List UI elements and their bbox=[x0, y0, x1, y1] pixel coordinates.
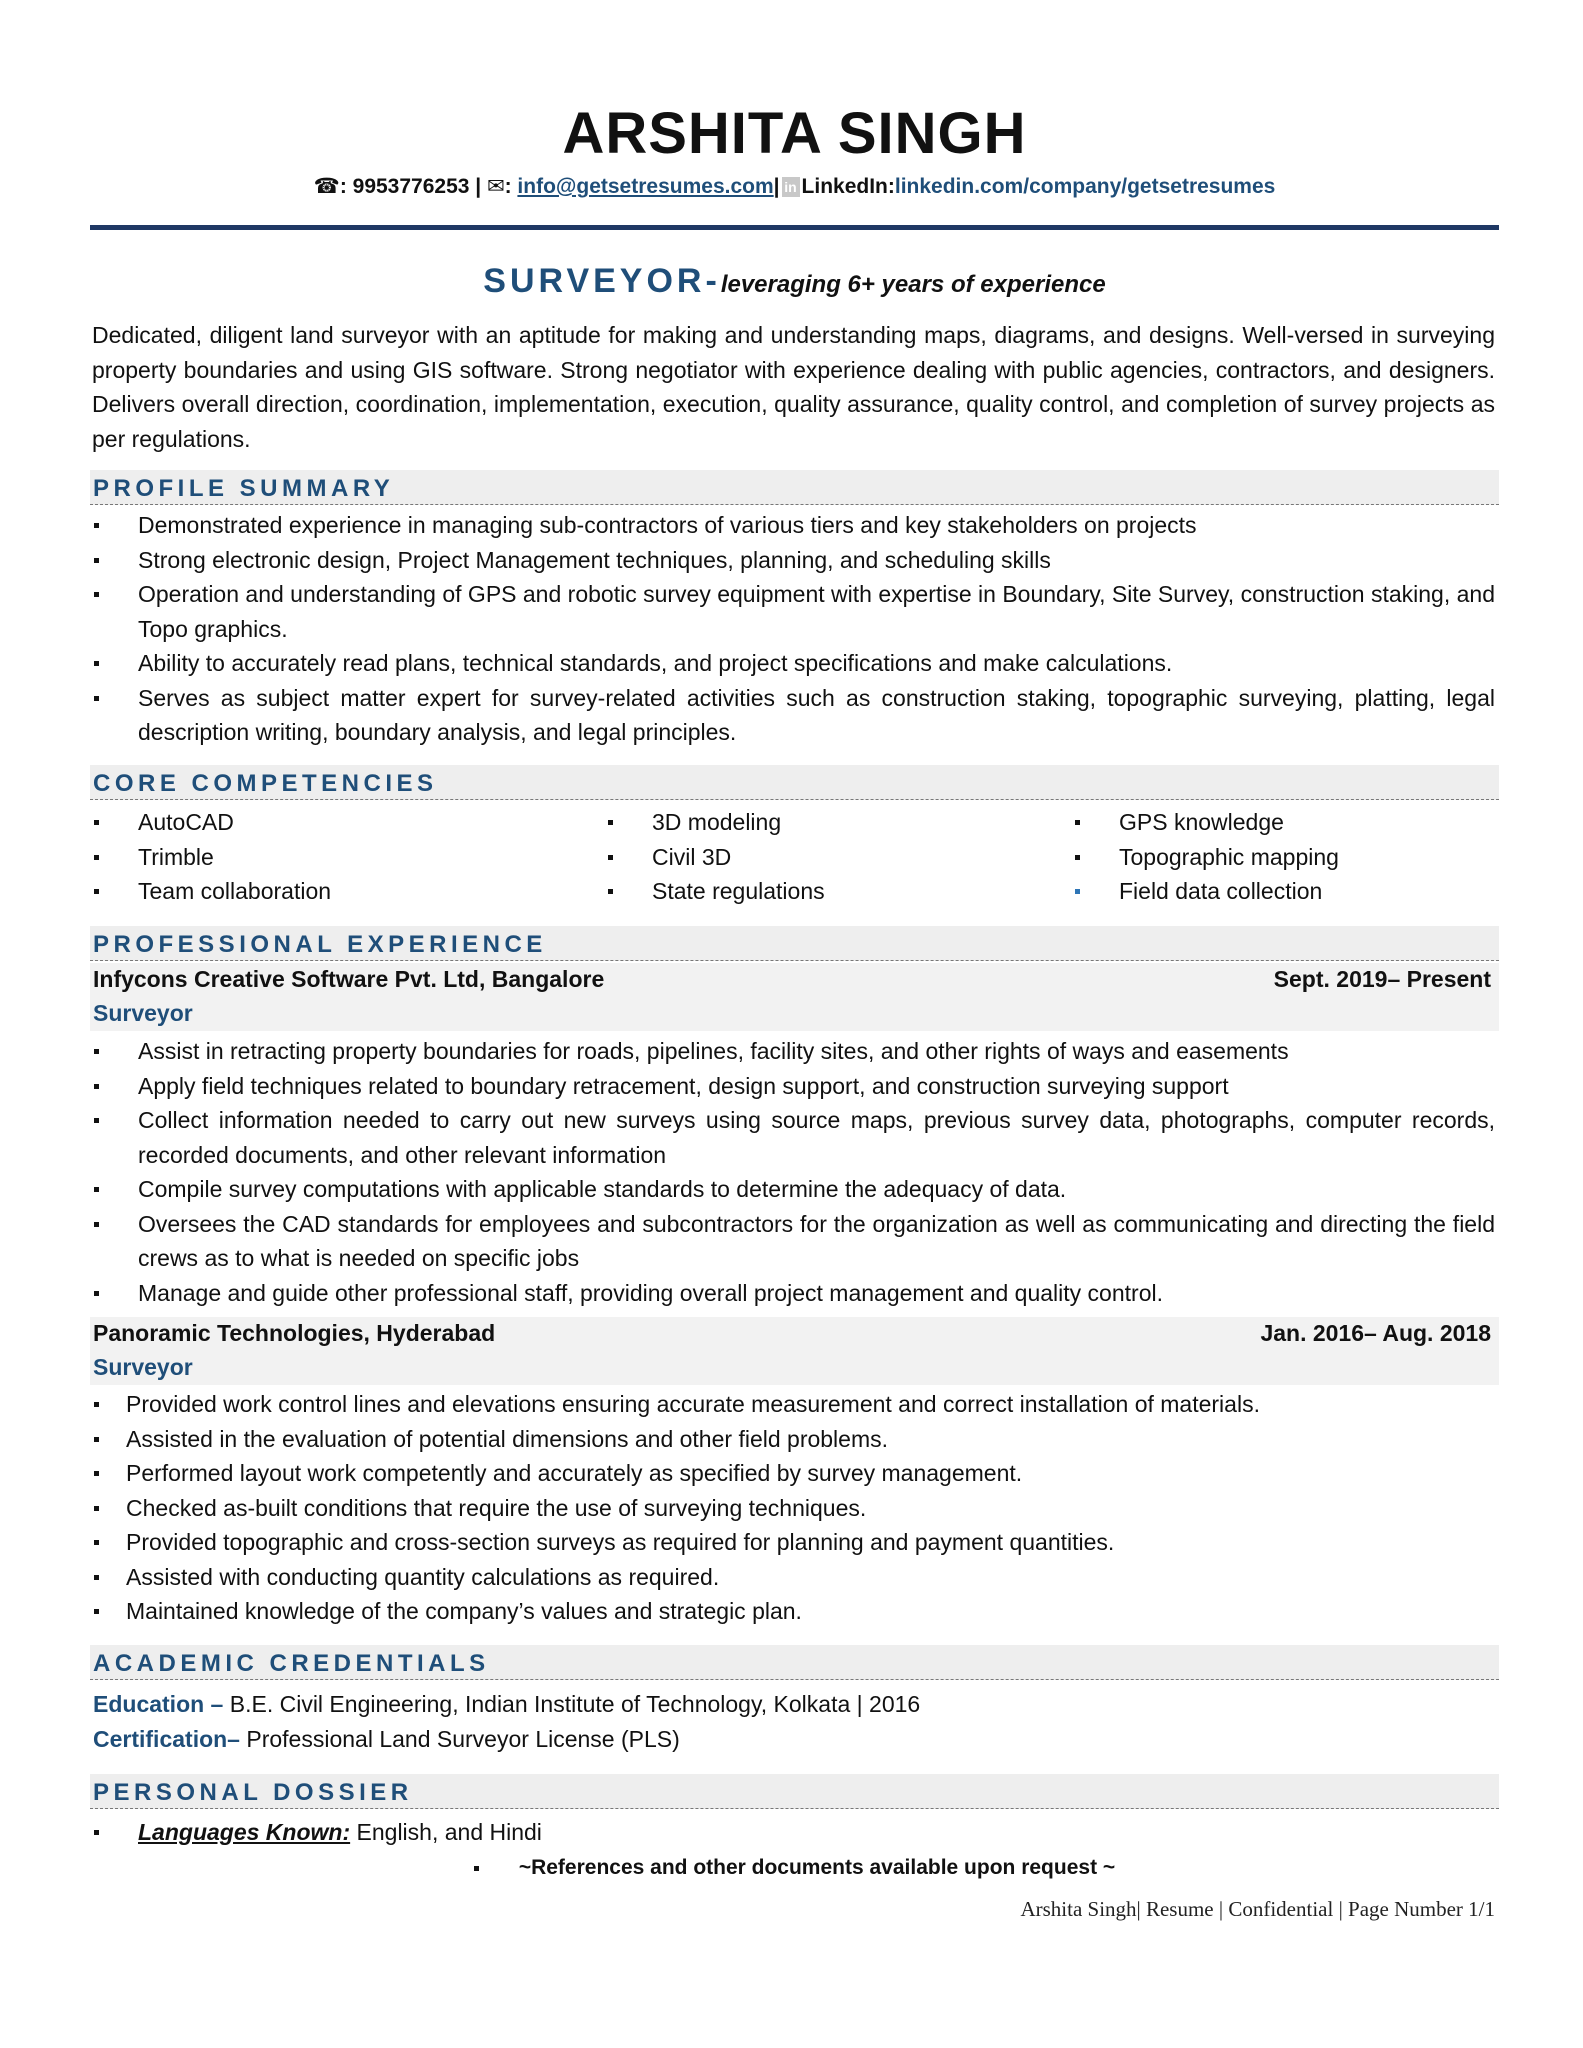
job-bullets bbox=[90, 1034, 1495, 1310]
competency-item: Field data collection bbox=[1071, 874, 1339, 909]
competencies-column bbox=[604, 805, 825, 909]
competency-item: State regulations bbox=[604, 874, 825, 909]
competency-item: GPS knowledge bbox=[1071, 805, 1339, 840]
education-line bbox=[93, 1691, 920, 1718]
page-footer: Arshita Singh| Resume | Confidential | Page Number 1/1 bbox=[1020, 1897, 1495, 1921]
job-company: Panoramic Technologies, Hyderabad bbox=[93, 1320, 496, 1346]
competency-item: AutoCAD bbox=[90, 805, 331, 840]
list-item: Demonstrated experience in managing sub-contractors of various tiers and key stakeholders on projects bbox=[90, 508, 1495, 543]
email-prefix: : bbox=[504, 175, 518, 198]
job-dates: Jan. 2016– Aug. 2018 bbox=[1260, 1320, 1491, 1346]
certification-label: Certification– bbox=[93, 1726, 247, 1752]
intro-paragraph: Dedicated, diligent land surveyor with an aptitude for making and understanding maps, diagrams, and designs. Well-versed in surveying property boundaries and using GIS software. Strong negotiator with experience dealing with public agencies, contractors, and designers. Delivers overall direction, coordination, implementation, execution, quality assurance, quality control, and completion of survey projects as per regulations. bbox=[92, 322, 1495, 452]
list-item: Compile survey computations with applicable standards to determine the adequacy of data. bbox=[90, 1172, 1495, 1207]
competency-item: Topographic mapping bbox=[1071, 840, 1339, 875]
contact-separator: | bbox=[773, 175, 780, 198]
section-header-academic bbox=[90, 1645, 1499, 1680]
certification-line bbox=[93, 1726, 680, 1753]
list-item: Serves as subject matter expert for survey-related activities such as construction staking, topographic surveying, platting, legal description writing, boundary analysis, and legal principles. bbox=[90, 681, 1495, 750]
job-title: Surveyor bbox=[93, 1000, 193, 1026]
section-header-profile bbox=[90, 470, 1499, 505]
list-item: Provided topographic and cross-section surveys as required for planning and payment quantities. bbox=[90, 1525, 1495, 1560]
list-item: Apply field techniques related to boundary retracement, design support, and construction surveying support bbox=[90, 1069, 1495, 1104]
linkedin-link[interactable]: linkedin.com/company/getsetresumes bbox=[894, 175, 1276, 198]
section-title: PROFESSIONAL EXPERIENCE bbox=[93, 931, 547, 958]
envelope-icon: ✉ bbox=[486, 175, 505, 198]
headline bbox=[90, 262, 1499, 301]
section-header-personal bbox=[90, 1774, 1499, 1809]
email-link[interactable]: info@getsetresumes.com bbox=[517, 175, 774, 198]
section-title: ACADEMIC CREDENTIALS bbox=[93, 1650, 490, 1677]
education-value: B.E. Civil Engineering, Indian Institute of Technology, Kolkata | 2016 bbox=[229, 1691, 921, 1717]
competencies-column bbox=[1071, 805, 1339, 909]
bullet-marker bbox=[474, 1866, 479, 1871]
list-item: Collect information needed to carry out new surveys using source maps, previous survey data, photographs, computer records, recorded documents, and other relevant information bbox=[90, 1103, 1495, 1172]
list-item: Checked as-built conditions that require the use of surveying techniques. bbox=[90, 1491, 1495, 1526]
list-item bbox=[90, 1815, 1499, 1850]
section-title: PERSONAL DOSSIER bbox=[93, 1779, 413, 1806]
headline-role: SURVEYOR- bbox=[483, 262, 721, 300]
list-item: Provided work control lines and elevations ensuring accurate measurement and correct installation of materials. bbox=[90, 1387, 1495, 1422]
section-header-experience bbox=[90, 926, 1499, 961]
list-item: Operation and understanding of GPS and robotic survey equipment with expertise in Boundary, Site Survey, construction staking, and Topo graphics. bbox=[90, 577, 1495, 646]
job-company: Infycons Creative Software Pvt. Ltd, Bangalore bbox=[93, 966, 605, 992]
competency-item: 3D modeling bbox=[604, 805, 825, 840]
competency-item: Trimble bbox=[90, 840, 331, 875]
candidate-name: ARSHITA SINGH bbox=[562, 101, 1027, 166]
references-text: ~References and other documents available upon request ~ bbox=[518, 1856, 1116, 1879]
job-bullets bbox=[90, 1387, 1495, 1629]
competencies-column bbox=[90, 805, 331, 909]
list-item: Maintained knowledge of the company’s values and strategic plan. bbox=[90, 1594, 1495, 1629]
list-item: Assisted with conducting quantity calculations as required. bbox=[90, 1560, 1495, 1595]
phone-number: : 9953776253 | bbox=[339, 175, 487, 198]
list-item: Oversees the CAD standards for employees and subcontractors for the organization as well as communicating and directing the field crews as to what is needed on specific jobs bbox=[90, 1207, 1495, 1276]
phone-icon: ☎ bbox=[313, 175, 340, 198]
section-title: CORE COMPETENCIES bbox=[93, 770, 438, 797]
list-item: Performed layout work competently and accurately as specified by survey management. bbox=[90, 1456, 1495, 1491]
list-item: Strong electronic design, Project Management techniques, planning, and scheduling skills bbox=[90, 543, 1495, 578]
job-header bbox=[90, 1317, 1499, 1385]
list-item: Ability to accurately read plans, technical standards, and project specifications and make calculations. bbox=[90, 646, 1495, 681]
linkedin-label: LinkedIn: bbox=[801, 175, 895, 198]
profile-summary-list bbox=[90, 508, 1495, 750]
list-item: Assist in retracting property boundaries for roads, pipelines, facility sites, and other rights of ways and easements bbox=[90, 1034, 1495, 1069]
languages-block bbox=[90, 1815, 1499, 1850]
competency-item: Civil 3D bbox=[604, 840, 825, 875]
languages-value: English, and Hindi bbox=[350, 1819, 542, 1845]
certification-value: Professional Land Surveyor License (PLS) bbox=[246, 1726, 680, 1752]
competency-item: Team collaboration bbox=[90, 874, 331, 909]
list-item: Assisted in the evaluation of potential dimensions and other field problems. bbox=[90, 1422, 1495, 1457]
competencies-grid bbox=[90, 805, 1499, 915]
job-title: Surveyor bbox=[93, 1354, 193, 1380]
section-header-competencies bbox=[90, 765, 1499, 800]
headline-tagline: leveraging 6+ years of experience bbox=[720, 271, 1106, 298]
job-header bbox=[90, 963, 1499, 1031]
education-label: Education – bbox=[93, 1691, 230, 1717]
section-title: PROFILE SUMMARY bbox=[93, 475, 395, 502]
references-note bbox=[90, 1856, 1499, 1880]
linkedin-icon: in bbox=[782, 177, 800, 197]
contact-line bbox=[90, 174, 1499, 199]
list-item: Manage and guide other professional staff, providing overall project management and quality control. bbox=[90, 1276, 1495, 1311]
languages-label: Languages Known: bbox=[138, 1819, 351, 1845]
job-dates: Sept. 2019– Present bbox=[1273, 966, 1491, 992]
header-divider bbox=[90, 225, 1499, 230]
